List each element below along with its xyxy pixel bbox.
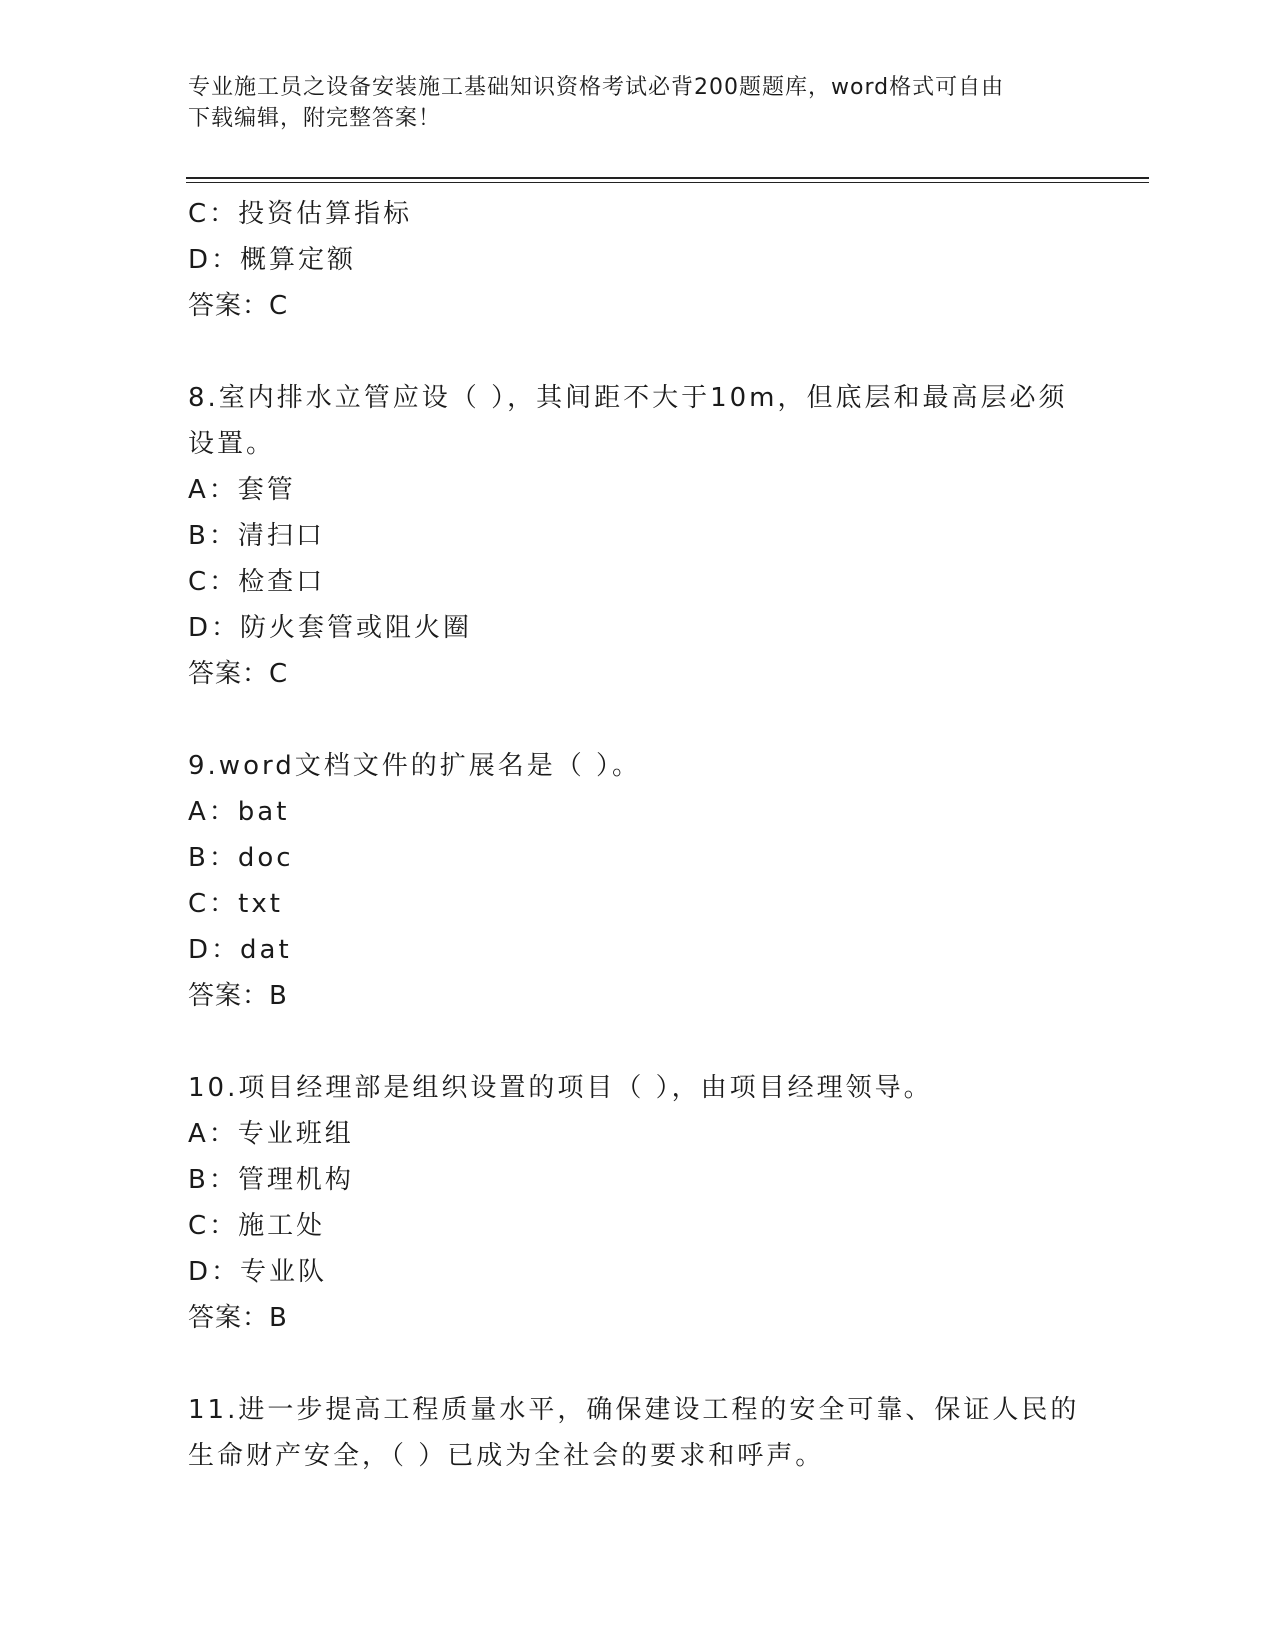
option-d: D：专业队: [188, 1257, 328, 1287]
option-c: C：施工处: [188, 1211, 326, 1241]
question-list: [188, 191, 1088, 1479]
question-block-11: [188, 1387, 1088, 1479]
question-block-prev: [188, 191, 1088, 329]
option-d: D：概算定额: [188, 245, 357, 275]
question-stem: 8.室内排水立管应设（ ），其间距不大于10m，但底层和最高层必须: [188, 383, 1068, 413]
question-spacer: [188, 697, 1088, 743]
answer-line: 答案：C: [188, 659, 289, 689]
option-b: B：清扫口: [188, 521, 325, 551]
option-b: B：doc: [188, 843, 294, 873]
option-a: A：套管: [188, 475, 296, 505]
question-block-10: [188, 1065, 1088, 1341]
question-stem: 9.word文档文件的扩展名是（ ）。: [188, 751, 641, 781]
document-header: [188, 72, 1088, 134]
option-a: A：专业班组: [188, 1119, 354, 1149]
header-divider-thin: [186, 182, 1149, 183]
answer-line: 答案：B: [188, 1303, 288, 1333]
header-divider-thick: [186, 177, 1149, 179]
question-block-9: [188, 743, 1088, 1019]
option-d: D：防火套管或阻火圈: [188, 613, 473, 643]
option-c: C：投资估算指标: [188, 199, 413, 229]
question-spacer: [188, 1019, 1088, 1065]
question-spacer: [188, 329, 1088, 375]
option-d: D：dat: [188, 935, 292, 965]
question-stem: 10.项目经理部是组织设置的项目（ ），由项目经理领导。: [188, 1073, 933, 1103]
option-a: A：bat: [188, 797, 290, 827]
option-b: B：管理机构: [188, 1165, 354, 1195]
question-stem-continued: 设置。: [188, 429, 276, 459]
header-line-1: 专业施工员之设备安装施工基础知识资格考试必背200题题库，word格式可自由: [188, 75, 1005, 100]
question-spacer: [188, 1341, 1088, 1387]
header-line-2: 下载编辑，附完整答案！: [188, 106, 442, 131]
question-stem-continued: 生命财产安全，（ ）已成为全社会的要求和呼声。: [188, 1441, 825, 1471]
question-block-8: [188, 375, 1088, 697]
answer-line: 答案：B: [188, 981, 288, 1011]
option-c: C：检查口: [188, 567, 326, 597]
answer-line: 答案：C: [188, 291, 289, 321]
question-stem: 11.进一步提高工程质量水平，确保建设工程的安全可靠、保证人民的: [188, 1395, 1080, 1425]
option-c: C：txt: [188, 889, 283, 919]
